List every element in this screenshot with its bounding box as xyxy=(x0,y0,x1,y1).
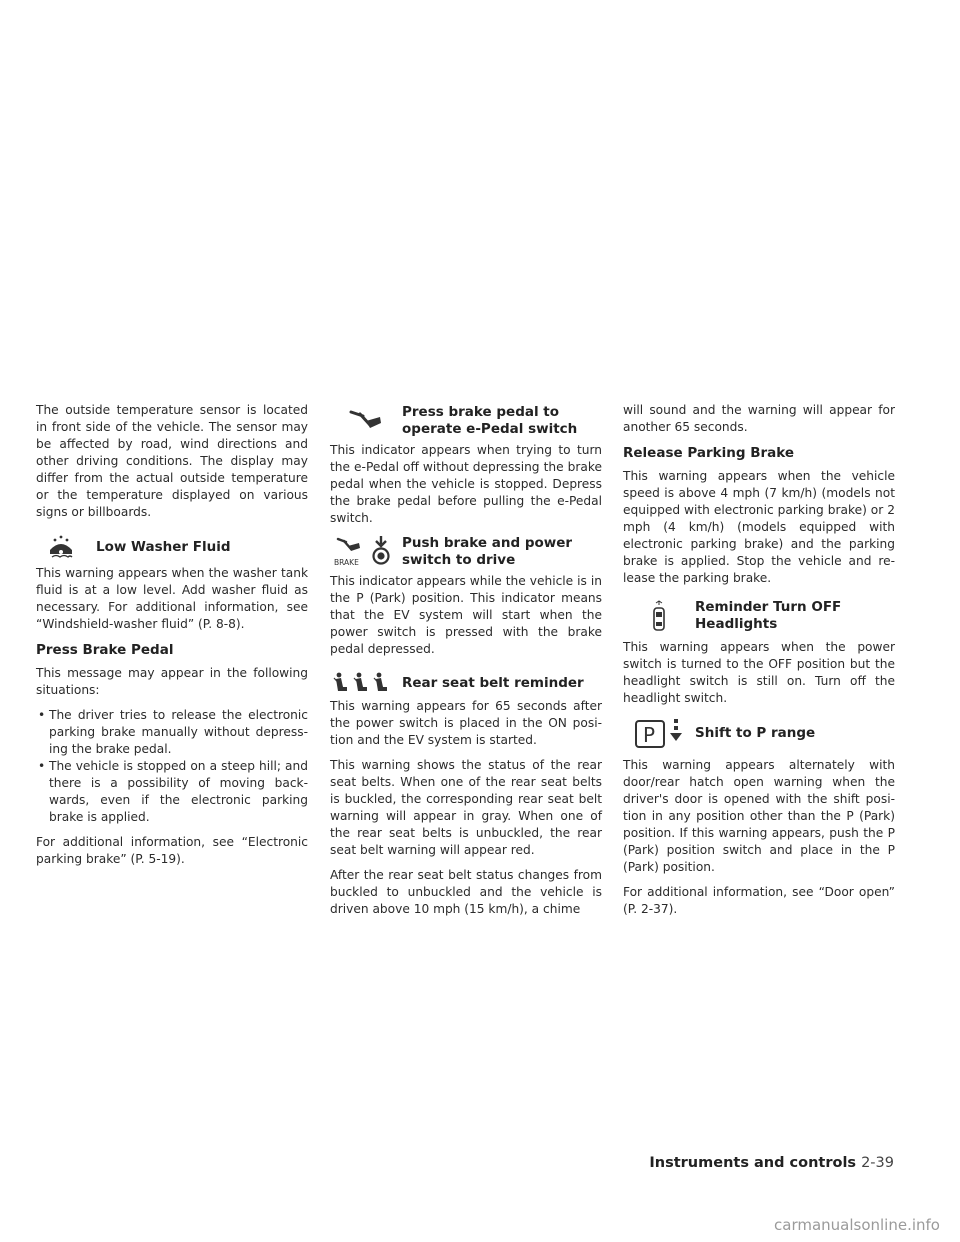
column-3 xyxy=(623,402,895,926)
brake-intro: This message may appear in the following situations: xyxy=(36,666,308,697)
seatbelt-indicator xyxy=(330,672,602,694)
headlight-indicator xyxy=(623,599,895,635)
push-title-line-1: Push brake and power xyxy=(402,535,573,551)
seatbelt-title: Rear seat belt reminder xyxy=(402,675,584,691)
column-2 xyxy=(330,402,602,926)
washer-indicator xyxy=(36,531,308,561)
shift-p-paragraph: This warning appears alternately with door/rear hatch open warning when the driver's door is opened with the shift posi-tion in any position other than the P (Park) position. If this warning appears, push the P (Park) position switch and place in the P (Park) position. xyxy=(623,758,895,874)
push-brake-indicator xyxy=(330,535,602,569)
brake-bullet-list xyxy=(36,707,308,826)
seatbelt-paragraph-3: After the rear seat belt status changes from buckled to unbuckled and the vehicle is driven above 10 mph (15 km/h), a chime xyxy=(330,868,602,916)
headlight-title-line-1: Reminder Turn OFF xyxy=(695,599,842,615)
push-title-line-2: switch to drive xyxy=(402,552,516,568)
washer-title: Low Washer Fluid xyxy=(96,539,231,555)
list-item: • The driver tries to release the electronic parking brake manually without depress-ing the brake pedal. xyxy=(36,707,308,758)
shift-p-title: Shift to P range xyxy=(695,725,816,741)
watermark[interactable]: carmanualsonline.info xyxy=(774,1216,940,1234)
brake-pedal-icon xyxy=(332,535,366,567)
list-item: • The vehicle is stopped on a steep hill; and there is a possibility of moving back-wards, even if the electronic parking brake is applied. xyxy=(36,758,308,826)
headlight-title xyxy=(695,599,841,633)
outside-temp-paragraph: The outside temperature sensor is located in front side of the vehicle. The sensor may be affected by road, wind directions and other driving conditions. The display may differ from the actual outside temperature or the temperature displayed on various signs or billboards. xyxy=(36,403,308,519)
epedal-paragraph: This indicator appears when trying to turn the e-Pedal off without depressing the brake pedal when the vehicle is stopped. Depress the brake pedal before pulling the e-Pedal switch. xyxy=(330,443,602,525)
parking-brake-paragraph: This warning appears when the vehicle speed is above 4 mph (7 km/h) (models not equipped with electronic parking brake) or 2 mph (4 km/h) (models equipped with electronic parking brake) and the parking brake is applied. Stop the vehicle and re-lease the parking brake. xyxy=(623,469,895,585)
brake-power-icons xyxy=(330,535,402,569)
page-footer xyxy=(649,1155,894,1171)
brake-pedal-icon xyxy=(330,404,402,436)
push-brake-paragraph: This indicator appears while the vehicle is in the P (Park) position. This indicator means that the EV system will start when the power switch is pressed with the brake pedal depressed. xyxy=(330,574,602,656)
headlight-title-line-2: Headlights xyxy=(695,616,778,632)
washer-paragraph: This warning appears when the washer tank fluid is at a low level. Add washer fluid as necessary. For additional information, see “Windshield-washer fluid” (P. 8-8). xyxy=(36,566,308,631)
page-number: 2-39 xyxy=(861,1155,894,1171)
p-range-icon xyxy=(623,717,695,751)
brake-heading: Press Brake Pedal xyxy=(36,642,174,658)
shift-p-more-info: For additional information, see “Door open” (P. 2-37). xyxy=(623,885,895,916)
epedal-title xyxy=(402,404,577,438)
svg-text:BRAKE: BRAKE xyxy=(334,558,359,567)
parking-brake-heading: Release Parking Brake xyxy=(623,445,795,461)
epedal-title-line-1: Press brake pedal to xyxy=(402,404,560,420)
seatbelt-paragraph-1: This warning appears for 65 seconds after the power switch is placed in the ON posi-tion and the EV system is started. xyxy=(330,699,602,747)
epedal-indicator xyxy=(330,404,602,438)
headlight-paragraph: This warning appears when the power switch is turned to the OFF position but the headlight switch is still on. Turn off the headlight switch. xyxy=(623,640,895,705)
brake-more-info: For additional information, see “Electronic parking brake” (P. 5-19). xyxy=(36,835,308,866)
section-title: Instruments and controls xyxy=(649,1155,857,1171)
column-1 xyxy=(36,402,308,876)
washer-fluid-icon xyxy=(26,531,96,561)
headlight-icon xyxy=(623,599,695,635)
seatbelt-icon xyxy=(330,672,402,694)
chime-continued: will sound and the warning will appear for another 65 seconds. xyxy=(623,403,895,434)
epedal-title-line-2: operate e-Pedal switch xyxy=(402,421,578,437)
push-brake-title xyxy=(402,535,572,569)
seatbelt-paragraph-2: This warning shows the status of the rear seat belts. When one of the rear seat belts is buckled, the corresponding rear seat belt warning will appear in gray. When one of the rear seat belts is unbuckled, the rear seat belt warning will appear red. xyxy=(330,758,602,857)
shift-p-indicator xyxy=(623,717,895,751)
power-switch-icon xyxy=(370,535,392,565)
svg-text:P: P xyxy=(643,723,656,747)
